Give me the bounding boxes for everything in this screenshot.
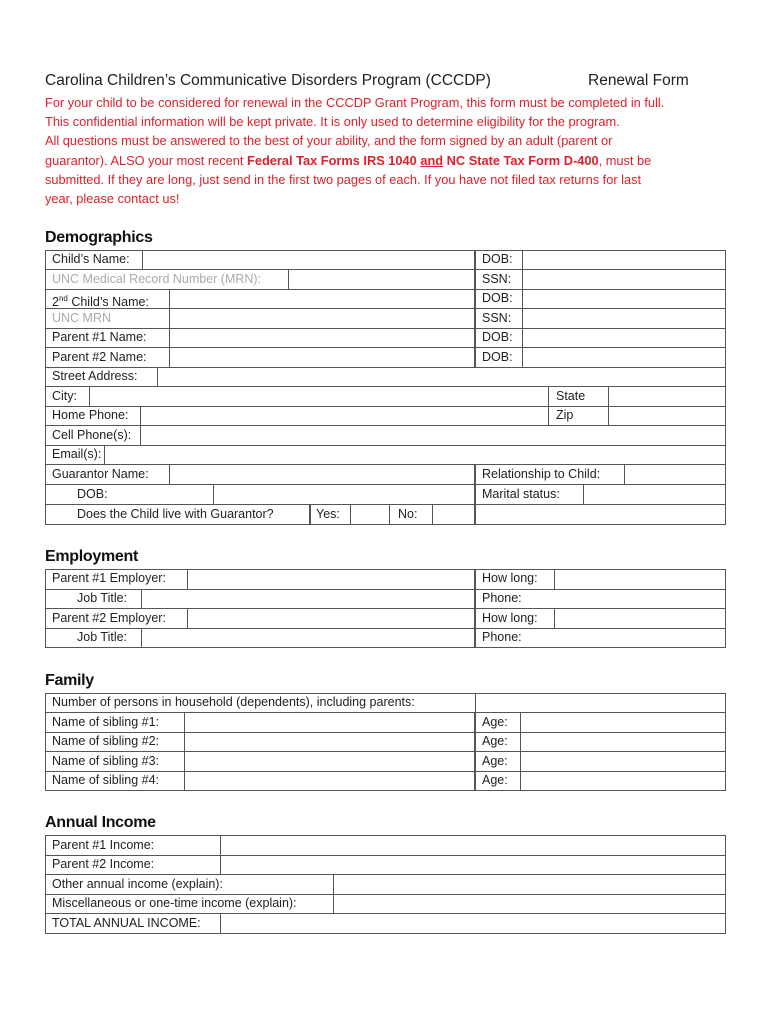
p1-employer-field[interactable] [187,569,475,590]
street-address-field[interactable] [157,367,726,387]
federal-tax-forms: Federal Tax Forms IRS 1040 [247,152,421,168]
text: , must be [598,152,652,168]
city-field[interactable] [89,386,549,407]
city-label: City: [52,389,77,403]
instructions-line-4 [45,151,725,170]
phone-label: Phone: [482,591,522,605]
no-checkbox[interactable] [432,504,475,525]
p1-how-long-field[interactable] [554,569,726,590]
household-label: Number of persons in household (dependents), including parents: [52,695,415,709]
ssn-label: SSN: [482,311,512,325]
sibling2-name-field[interactable] [184,732,475,752]
p2-income-label: Parent #2 Income: [52,857,155,871]
cell-phone-label: Cell Phone(s): [52,428,132,442]
and-text: and [420,152,444,168]
annual-income-heading: Annual Income [45,814,156,831]
p2-how-long-field[interactable] [554,608,726,629]
instructions [45,93,725,208]
text: 2 [52,295,59,309]
p2-employer-field[interactable] [187,608,475,629]
street-address-label: Street Address: [52,369,138,383]
phone-label: Phone: [482,630,522,644]
email-label: Email(s): [52,447,102,461]
dob-label: DOB: [482,330,513,344]
sibling1-name-field[interactable] [184,712,475,733]
superscript: nd [58,294,68,303]
yes-checkbox[interactable] [350,504,390,525]
program-title: Carolina Children’s Communicative Disorders Program (CCCDP) [45,72,491,89]
col-divider [475,569,476,648]
nc-tax-form: NC State Tax Form D-400 [443,152,599,168]
guarantor-dob-field[interactable] [213,484,475,505]
email-field[interactable] [104,445,726,465]
sibling1-label: Name of sibling #1: [52,715,160,729]
misc-income-field[interactable] [333,894,726,914]
mrn-field[interactable] [288,269,475,290]
ssn-label: SSN: [482,272,512,286]
mrn-label: UNC Medical Record Number (MRN): [52,272,262,286]
guarantor-name-label: Guarantor Name: [52,467,149,481]
instructions-line-2: This confidential information will be kept private. It is only used to determine eligibility for the program. [45,114,620,130]
demographics-heading: Demographics [45,229,153,246]
instructions-line-1: For your child to be considered for renewal in the CCCDP Grant Program, this form must be completed in full. [45,95,665,110]
age-label: Age: [482,773,508,787]
household-count-field[interactable] [475,693,726,713]
instructions-line-6: year, please contact us! [45,191,180,207]
no-label: No: [398,507,418,521]
unc-mrn-label: UNC MRN [52,311,112,325]
child2-mrn-field[interactable] [169,308,475,329]
age-label: Age: [482,754,508,768]
text: guarantor). ALSO your most recent [45,152,248,168]
parent1-name-label: Parent #1 Name: [52,330,147,344]
p1-employer-label: Parent #1 Employer: [52,571,166,585]
p2-employer-label: Parent #2 Employer: [52,611,166,625]
home-phone-label: Home Phone: [52,408,129,422]
marital-status-label: Marital status: [482,487,560,501]
form-type: Renewal Form [588,72,689,89]
sibling4-age-field[interactable] [520,771,726,791]
employment-heading: Employment [45,548,139,565]
sibling4-name-field[interactable] [184,771,475,791]
col-divider [475,250,476,367]
child2-ssn-field[interactable] [522,308,726,329]
child2-dob-field[interactable] [522,289,726,309]
sibling2-age-field[interactable] [520,732,726,752]
sibling1-age-field[interactable] [520,712,726,733]
parent2-name-field[interactable] [169,347,475,368]
sibling4-label: Name of sibling #4: [52,773,160,787]
marital-status-field[interactable] [583,484,726,505]
parent2-dob-field[interactable] [522,347,726,368]
home-phone-field[interactable] [140,406,549,426]
sibling3-age-field[interactable] [520,751,726,772]
dob-label: DOB: [482,252,513,266]
parent2-name-label: Parent #2 Name: [52,350,147,364]
child2-name-field[interactable] [169,289,475,309]
job-title-label: Job Title: [77,630,128,644]
other-income-field[interactable] [333,874,726,895]
age-label: Age: [482,734,508,748]
child-name-label: Child’s Name: [52,252,130,266]
sibling2-label: Name of sibling #2: [52,734,160,748]
divider [309,504,311,525]
instructions-line-5: submitted. If they are long, just send in the first two pages of each. If you have not filed tax returns for last [45,171,642,187]
zip-label: Zip [556,408,574,422]
state-field[interactable] [608,386,726,407]
relationship-label: Relationship to Child: [482,467,601,481]
lives-with-label: Does the Child live with Guarantor? [77,507,274,521]
text: Child’s Name: [67,295,149,309]
parent1-dob-field[interactable] [522,328,726,348]
job-title-label: Job Title: [77,591,128,605]
guarantor-name-field[interactable] [169,464,475,485]
p2-income-field[interactable] [220,855,726,875]
total-income-label: TOTAL ANNUAL INCOME: [52,916,201,930]
other-income-label: Other annual income (explain): [52,877,223,891]
p1-job-title-field[interactable] [141,589,475,609]
how-long-label: How long: [482,611,538,625]
parent1-name-field[interactable] [169,328,475,348]
child-ssn-field[interactable] [522,269,726,290]
how-long-label: How long: [482,571,538,585]
zip-field[interactable] [608,406,726,426]
family-heading: Family [45,672,94,689]
misc-income-label: Miscellaneous or one-time income (explain): [52,896,297,910]
p1-income-field[interactable] [220,835,726,856]
child-name-field[interactable] [142,250,475,270]
total-income-field[interactable] [220,913,726,934]
sibling3-name-field[interactable] [184,751,475,772]
state-label: State [556,389,586,403]
yes-label: Yes: [316,507,340,521]
relationship-field[interactable] [624,464,726,485]
cell-phone-field[interactable] [140,425,726,446]
age-label: Age: [482,715,508,729]
sibling3-label: Name of sibling #3: [52,754,160,768]
instructions-line-3: All questions must be answered to the best of your ability, and the form signed by an adult (parent or [45,133,613,149]
p2-job-title-field[interactable] [141,628,475,648]
dob-label: DOB: [482,291,513,305]
child-dob-field[interactable] [522,250,726,270]
guarantor-dob-label: DOB: [77,487,108,501]
p1-income-label: Parent #1 Income: [52,838,155,852]
col-divider [475,464,476,525]
dob-label: DOB: [482,350,513,364]
